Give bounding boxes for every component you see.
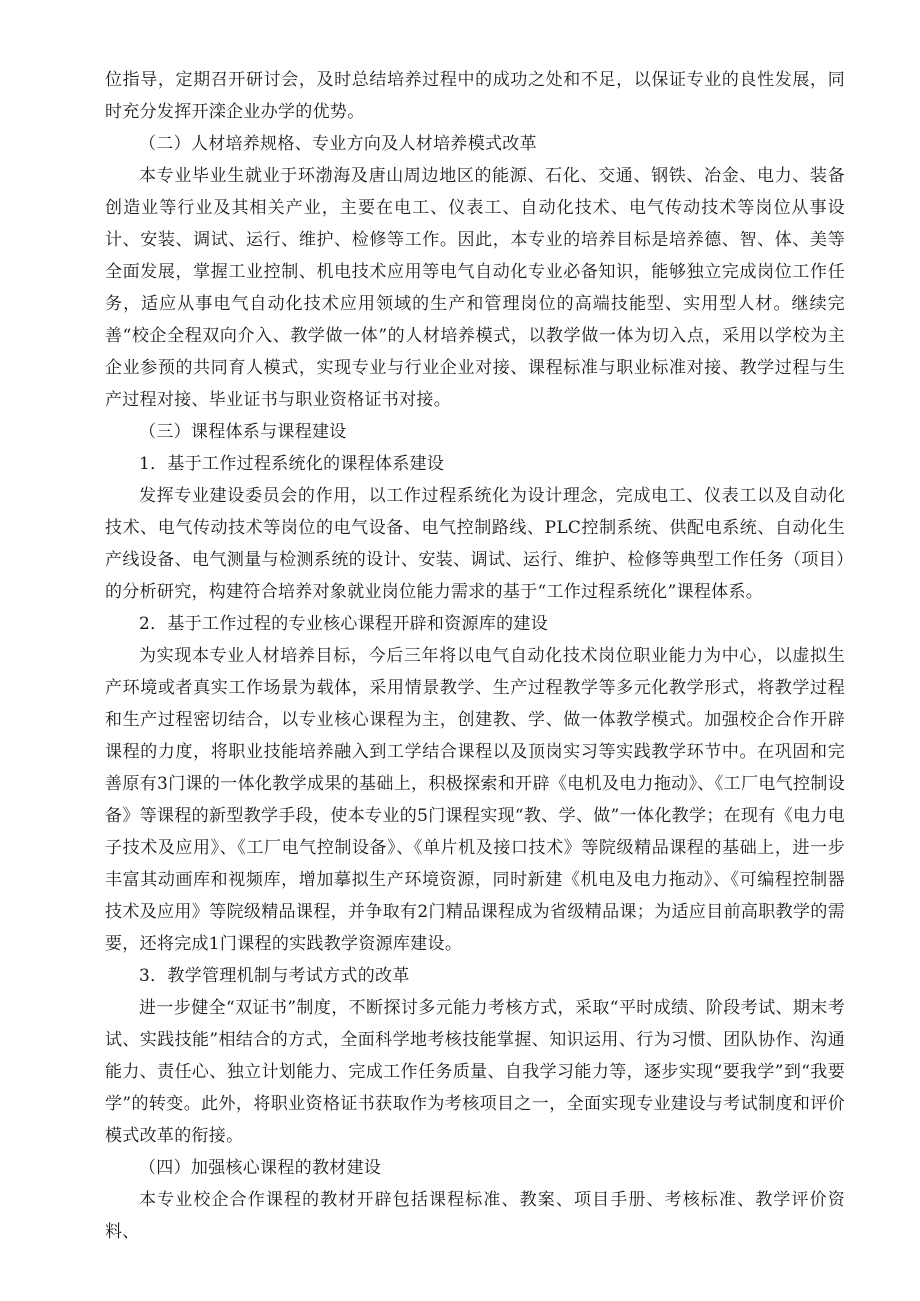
section-heading-3: （三）课程体系与课程建设 [139, 422, 347, 442]
paragraph-textbooks: 本专业校企合作课程的教材开辟包括课程标准、教案、项目手册、考核标准、教学评价资料、 [105, 1190, 845, 1242]
subsection-heading-1: 1．基于工作过程系统化的课程体系建设 [139, 454, 445, 474]
section-heading-4: （四）加强核心课程的教材建设 [139, 1158, 382, 1178]
paragraph-curriculum-system: 发挥专业建设委员会的作用，以工作过程系统化为设计理念，完成电工、仪表工以及自动化技术、电气传动技术等岗位的电气设备、电气控制路线、PLC控制系统、供配电系统、自动化生产线设备、电气测量与检测系统的设计、安装、调试、运行、维护、检修等典型工作任务（项目）的分析研究，构建符合培养对象就业岗位能力需求的基于“工作过程系统化”课程体系。 [105, 486, 845, 602]
section-heading-2: （二）人材培养规格、专业方向及人材培养模式改革 [139, 134, 537, 154]
paragraph-exam-reform: 进一步健全“双证书”制度，不断探讨多元能力考核方式，采取“平时成绩、阶段考试、期末考试、实践技能”相结合的方式，全面科学地考核技能掌握、知识运用、行为习惯、团队协作、沟通能力、责任心、独立计划能力、完成工作任务质量、自我学习能力等，逐步实现“要我学”到“我要学”的转变。此外，将职业资格证书获取作为考核项目之一，全面实现专业建设与考试制度和评价模式改革的衔接。 [105, 998, 845, 1146]
paragraph-continued: 位指导，定期召开研讨会，及时总结培养过程中的成功之处和不足，以保证专业的良性发展，同时充分发挥开滦企业办学的优势。 [105, 70, 845, 122]
document-body [105, 64, 845, 1248]
subsection-heading-2: 2．基于工作过程的专业核心课程开辟和资源库的建设 [139, 614, 549, 634]
subsection-heading-3: 3．教学管理机制与考试方式的改革 [139, 966, 410, 986]
paragraph-training-goals: 本专业毕业生就业于环渤海及唐山周边地区的能源、石化、交通、钢铁、冶金、电力、装备创造业等行业及其相关产业，主要在电工、仪表工、自动化技术、电气传动技术等岗位从事设计、安装、调试、运行、维护、检修等工作。因此，本专业的培养目标是培养德、智、体、美等全面发展，掌握工业控制、机电技术应用等电气自动化专业必备知识，能够独立完成岗位工作任务，适应从事电气自动化技术应用领域的生产和管理岗位的高端技能型、实用型人材。继续完善“校企全程双向介入、教学做一体”的人材培养模式，以教学做一体为切入点，采用以学校为主企业参预的共同育人模式，实现专业与行业企业对接、课程标准与职业标准对接、教学过程与生产过程对接、毕业证书与职业资格证书对接。 [105, 166, 845, 410]
paragraph-core-courses: 为实现本专业人材培养目标，今后三年将以电气自动化技术岗位职业能力为中心，以虚拟生产环境或者真实工作场景为载体，采用情景教学、生产过程教学等多元化教学形式，将教学过程和生产过程密切结合，以专业核心课程为主，创建教、学、做一体教学模式。加强校企合作开辟课程的力度，将职业技能培养融入到工学结合课程以及顶岗实习等实践教学环节中。在巩固和完善原有3门课的一体化教学成果的基础上，积极探索和开辟《电机及电力拖动》、《工厂电气控制设备》等课程的新型教学手段，使本专业的5门课程实现“教、学、做”一体化教学；在现有《电力电子技术及应用》、《工厂电气控制设备》、《单片机及接口技术》等院级精品课程的基础上，进一步丰富其动画库和视频库，增加摹拟生产环境资源，同时新建《机电及电力拖动》、《可编程控制器技术及应用》等院级精品课程，并争取有2门精品课程成为省级精品课；为适应目前高职教学的需要，还将完成1门课程的实践教学资源库建设。 [105, 646, 845, 954]
